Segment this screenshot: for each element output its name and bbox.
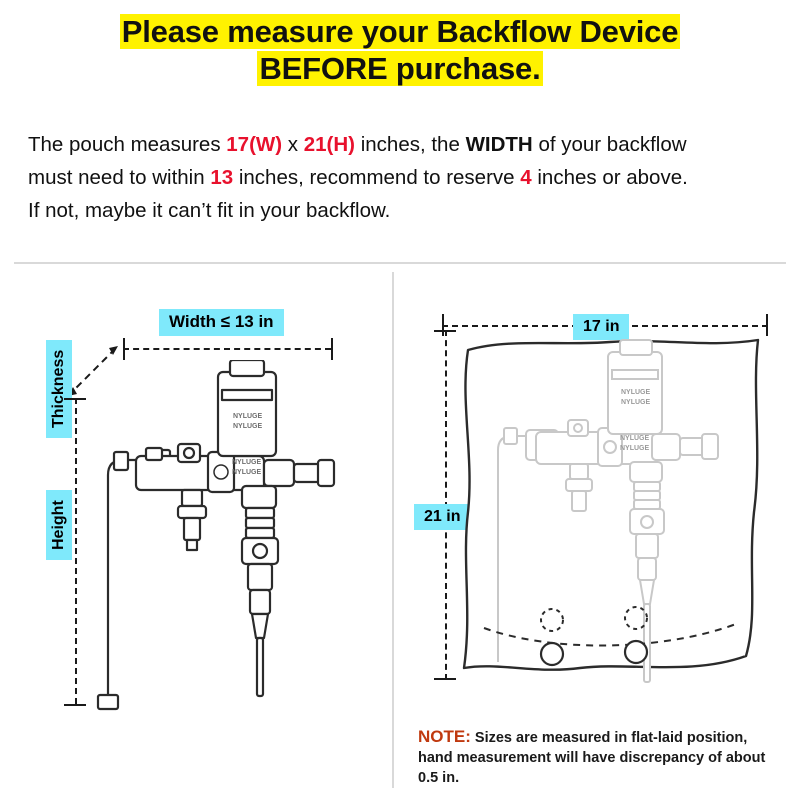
- left-height-label: Height: [46, 490, 72, 560]
- vertical-divider: [392, 272, 394, 788]
- note-line-2: hand measurement will have discrepancy of about 0.5 in.: [418, 749, 766, 786]
- reserve-value: 4: [520, 166, 532, 190]
- svg-text:NYLUGE: NYLUGE: [233, 413, 263, 420]
- left-height-tick-bottom: [64, 704, 86, 706]
- horizontal-divider: [14, 262, 786, 264]
- svg-text:NYLUGE: NYLUGE: [620, 445, 650, 452]
- pouch-width-value: 17(W): [226, 133, 283, 156]
- width-emphasis: WIDTH: [465, 133, 533, 156]
- svg-text:NYLUGE: NYLUGE: [621, 399, 651, 406]
- page-title: [0, 14, 800, 87]
- svg-text:NYLUGE: NYLUGE: [621, 389, 651, 396]
- measurement-note: [418, 726, 786, 788]
- para-text-8: If not, maybe it can’t fit in your backflow.: [28, 199, 391, 223]
- svg-text:NYLUGE: NYLUGE: [233, 423, 263, 430]
- note-keyword: NOTE:: [418, 727, 471, 746]
- left-width-label: Width ≤ 13 in: [159, 309, 284, 336]
- left-height-tick-top: [64, 398, 86, 400]
- pouch-height-value: 21(H): [303, 133, 356, 156]
- backflow-device-illustration: [90, 360, 360, 720]
- para-text-7: inches or above.: [531, 166, 688, 190]
- intro-paragraph: [28, 128, 776, 228]
- svg-text:NYLUGE: NYLUGE: [232, 459, 262, 466]
- para-text-5: must need to within: [28, 166, 211, 190]
- para-text-3: inches, the: [355, 133, 466, 156]
- note-line-1: Sizes are measured in flat-laid position,: [470, 730, 748, 746]
- para-text-2: x: [282, 133, 304, 156]
- pouch-illustration: [440, 332, 780, 692]
- left-width-dimension-line: [123, 348, 331, 350]
- page-title-line-2: BEFORE purchase.: [259, 50, 541, 86]
- max-width-value: 13: [210, 166, 234, 190]
- left-thickness-label: Thickness: [46, 340, 72, 438]
- para-text-6: inches, recommend to reserve: [233, 166, 521, 190]
- para-text-1: The pouch measures: [28, 133, 227, 156]
- svg-text:NYLUGE: NYLUGE: [232, 469, 262, 476]
- right-height-label: 21 in: [414, 504, 470, 530]
- left-width-tick-end: [331, 338, 333, 360]
- svg-text:NYLUGE: NYLUGE: [620, 435, 650, 442]
- right-width-label: 17 in: [573, 314, 629, 340]
- left-height-dimension-line: [75, 398, 77, 704]
- para-text-4: of your backflow: [532, 133, 687, 156]
- page-title-line-1: Please measure your Backflow Device: [121, 14, 679, 49]
